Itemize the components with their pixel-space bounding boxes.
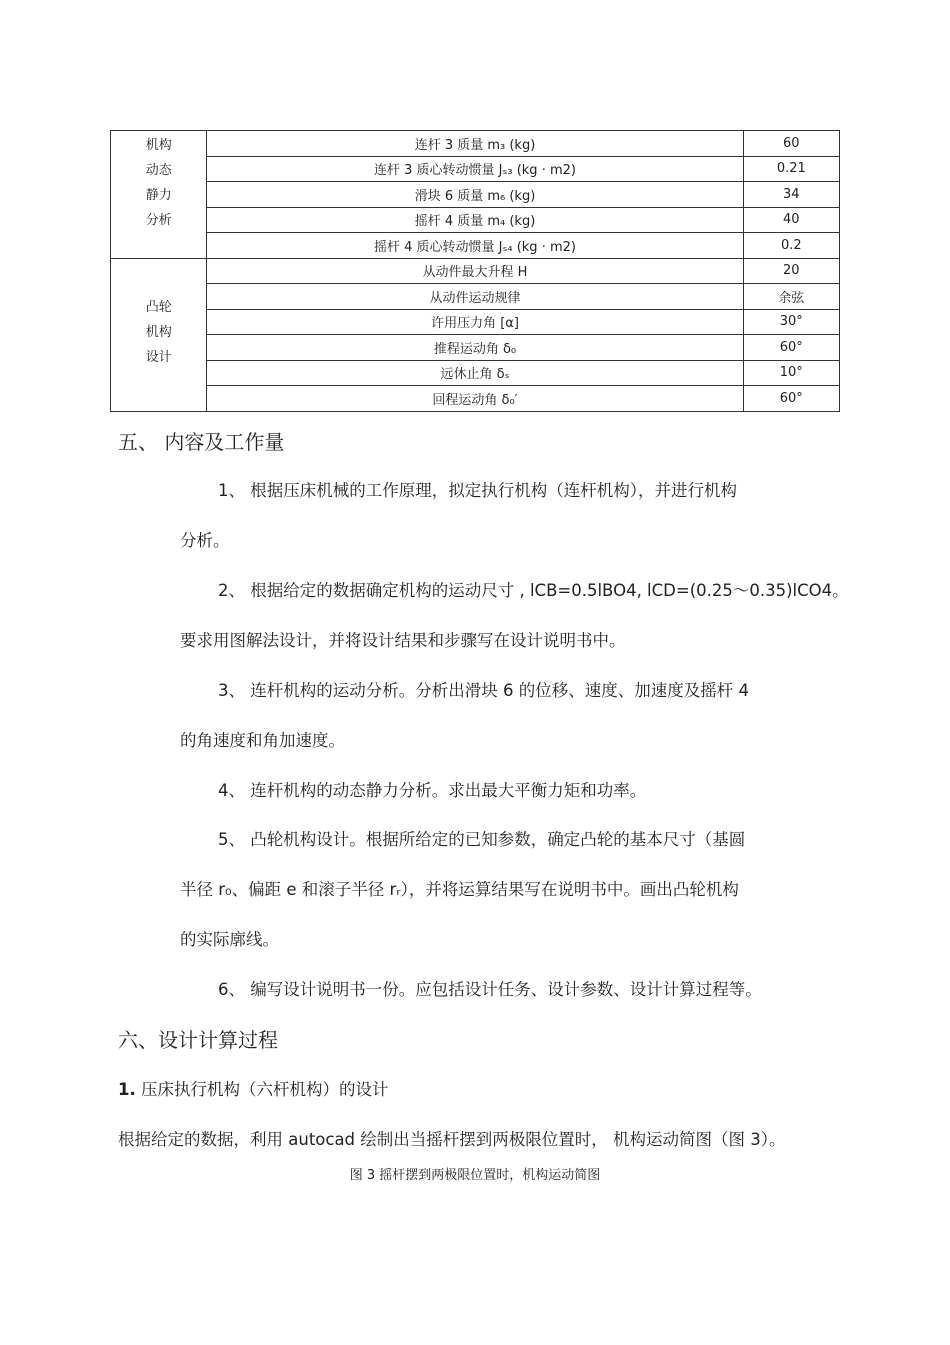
item-3-line-1: 3、 连杆机构的运动分析。分析出滑块 6 的位移、速度、加速度及摇杆 4 bbox=[218, 681, 749, 700]
table-row bbox=[111, 335, 840, 361]
param-cell: 推程运动角 δ₀ bbox=[207, 335, 743, 361]
table-row bbox=[111, 360, 840, 386]
value-cell: 0.21 bbox=[743, 156, 839, 182]
param-cell: 从动件最大升程 H bbox=[207, 258, 743, 284]
value-cell: 30° bbox=[743, 309, 839, 335]
item-3-line-2: 的角速度和角加速度。 bbox=[180, 731, 345, 750]
value-cell: 0.2 bbox=[743, 233, 839, 259]
item-1-line-1: 1、 根据压床机械的工作原理，拟定执行机构（连杆机构），并进行机构 bbox=[218, 481, 737, 500]
param-cell: 滑块 6 质量 m₆ (kg) bbox=[207, 182, 743, 208]
value-cell: 60° bbox=[743, 335, 839, 361]
param-cell: 摇杆 4 质量 m₄ (kg) bbox=[207, 207, 743, 233]
section-6-heading: 六、设计计算过程 bbox=[118, 1028, 278, 1052]
group-label-dynamics bbox=[111, 131, 207, 259]
table-row bbox=[111, 284, 840, 310]
group-label-line: 机构 bbox=[145, 138, 172, 153]
parameter-table bbox=[110, 130, 840, 412]
item-5-line-2: 半径 r₀、偏距 e 和滚子半径 rᵣ），并将运算结果写在说明书中。画出凸轮机构 bbox=[180, 880, 739, 899]
param-cell: 回程运动角 δ₀′ bbox=[207, 386, 743, 412]
value-cell: 余弦 bbox=[743, 284, 839, 310]
subsection-title bbox=[118, 1076, 389, 1100]
table-row bbox=[111, 156, 840, 182]
value-cell: 10° bbox=[743, 360, 839, 386]
table-row bbox=[111, 233, 840, 259]
table-row bbox=[111, 258, 840, 284]
section-5-heading: 五、 内容及工作量 bbox=[118, 430, 285, 454]
group-label-line: 设计 bbox=[145, 349, 172, 365]
param-cell: 许用压力角 [α] bbox=[207, 309, 743, 335]
param-cell: 连杆 3 质心转动惯量 Jₛ₃ (kg · m2) bbox=[207, 156, 743, 182]
item-1-line-2: 分析。 bbox=[180, 531, 230, 550]
param-cell: 摇杆 4 质心转动惯量 Jₛ₄ (kg · m2) bbox=[207, 233, 743, 259]
group-label-line: 凸轮 bbox=[145, 299, 172, 315]
table-row bbox=[111, 386, 840, 412]
table-row bbox=[111, 182, 840, 208]
body-paragraph: 根据给定的数据，利用 autocad 绘制出当摇杆摆到两极限位置时， 机构运动简图（图 3）。 bbox=[118, 1130, 786, 1149]
item-5-line-3: 的实际廓线。 bbox=[180, 930, 279, 949]
group-label-line: 机构 bbox=[145, 324, 172, 340]
subsection-text: 压床执行机构（六杆机构）的设计 bbox=[135, 1080, 389, 1099]
item-5-line-1: 5、 凸轮机构设计。根据所给定的已知参数，确定凸轮的基本尺寸（基圆 bbox=[218, 830, 746, 849]
group-label-line: 分析 bbox=[145, 213, 172, 228]
item-2-line-2: 要求用图解法设计，并将设计结果和步骤写在设计说明书中。 bbox=[180, 631, 626, 650]
param-cell: 远休止角 δₛ bbox=[207, 360, 743, 386]
table-row bbox=[111, 309, 840, 335]
table-row bbox=[111, 207, 840, 233]
value-cell: 60° bbox=[743, 386, 839, 412]
figure-caption: 图 3 摇杆摆到两极限位置时，机构运动简图 bbox=[349, 1168, 601, 1183]
table-row bbox=[111, 131, 840, 157]
value-cell: 40 bbox=[743, 207, 839, 233]
group-label-line: 动态 bbox=[145, 163, 172, 178]
param-cell: 从动件运动规律 bbox=[207, 284, 743, 310]
value-cell: 60 bbox=[743, 131, 839, 157]
group-label-line: 静力 bbox=[145, 188, 172, 203]
value-cell: 34 bbox=[743, 182, 839, 208]
item-2-line-1: 2、 根据给定的数据确定机构的运动尺寸 , lCB=0.5lBO4, lCD=(0.25～0.35)lCO4。 bbox=[218, 581, 849, 600]
item-6-line-1: 6、 编写设计说明书一份。应包括设计任务、设计参数、设计计算过程等。 bbox=[218, 980, 762, 999]
subsection-number: 1. bbox=[118, 1080, 136, 1099]
group-label-cam bbox=[111, 258, 207, 411]
value-cell: 20 bbox=[743, 258, 839, 284]
item-4-line-1: 4、 连杆机构的动态静力分析。求出最大平衡力矩和功率。 bbox=[218, 781, 647, 800]
param-cell: 连杆 3 质量 m₃ (kg) bbox=[207, 131, 743, 157]
